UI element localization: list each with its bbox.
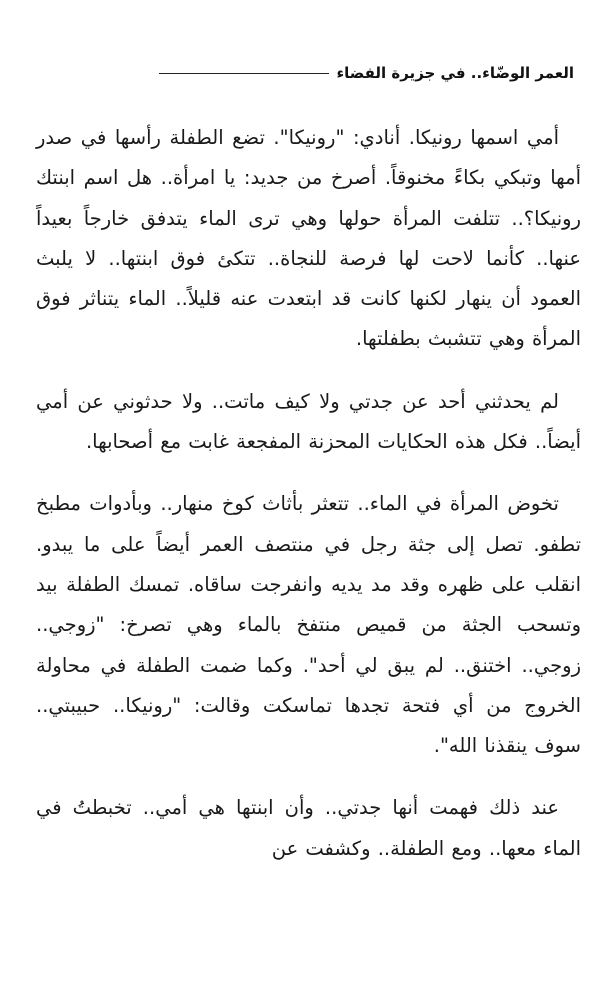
running-header (120, 58, 574, 88)
paragraph-2: لم يحدثني أحد عن جدتي ولا كيف ماتت.. ولا حدثوني عن أمي أيضاً.. فكل هذه الحكايات المحزنة المفجعة غابت مع أصحابها. (36, 389, 581, 454)
paragraph-3: تخوض المرأة في الماء.. تتعثر بأثاث كوخ منهار.. وبأدوات مطبخ تطفو. تصل إلى جثة رجل في منتصف العمر أيضاً على ما يبدو. انقلب على ظهره وقد مد يديه وانفرجت ساقاه. تمسك الطفلة بيد وتسحب الجثة من قميص منتفخ بالماء وهي تصرخ: "زوجي.. زوجي.. اختنق.. لم يبق لي أحد". وكما ضمت الطفلة في محاولة الخروج من أي فتحة تجدها تماسكت وقالت: "رونيكا.. حبيبتي.. سوف ينقذنا الله". (36, 492, 581, 758)
running-title: العمر الوضّاء.. في جزيرة الفضاء (336, 64, 574, 82)
paragraph-4: عند ذلك فهمت أنها جدتي.. وأن ابنتها هي أمي.. تخبطتُ في الماء معها.. ومع الطفلة.. وكشفت عن (36, 796, 581, 860)
body-text (36, 118, 581, 869)
paragraph-1: أمي اسمها رونيكا. أنادي: "رونيكا". تضع الطفلة رأسها في صدر أمها وتبكي بكاءً مخنوقاً. أصرخ من جديد: يا امرأة.. هل اسم ابنتك رونيكا؟.. تتلفت المرأة حولها وهي ترى الماء يتدفق خارجاً بعيداً عنها.. كأنما لاحت لها فرصة للنجاة.. تتكئ فوق ابنتها.. لا يلبث العمود أن ينهار لكنها كانت قد ابتعدت عنه قليلاً.. الماء يتناثر فوق المرأة وهي تتشبث بطفلتها. (36, 126, 581, 351)
header-rule (159, 73, 329, 74)
